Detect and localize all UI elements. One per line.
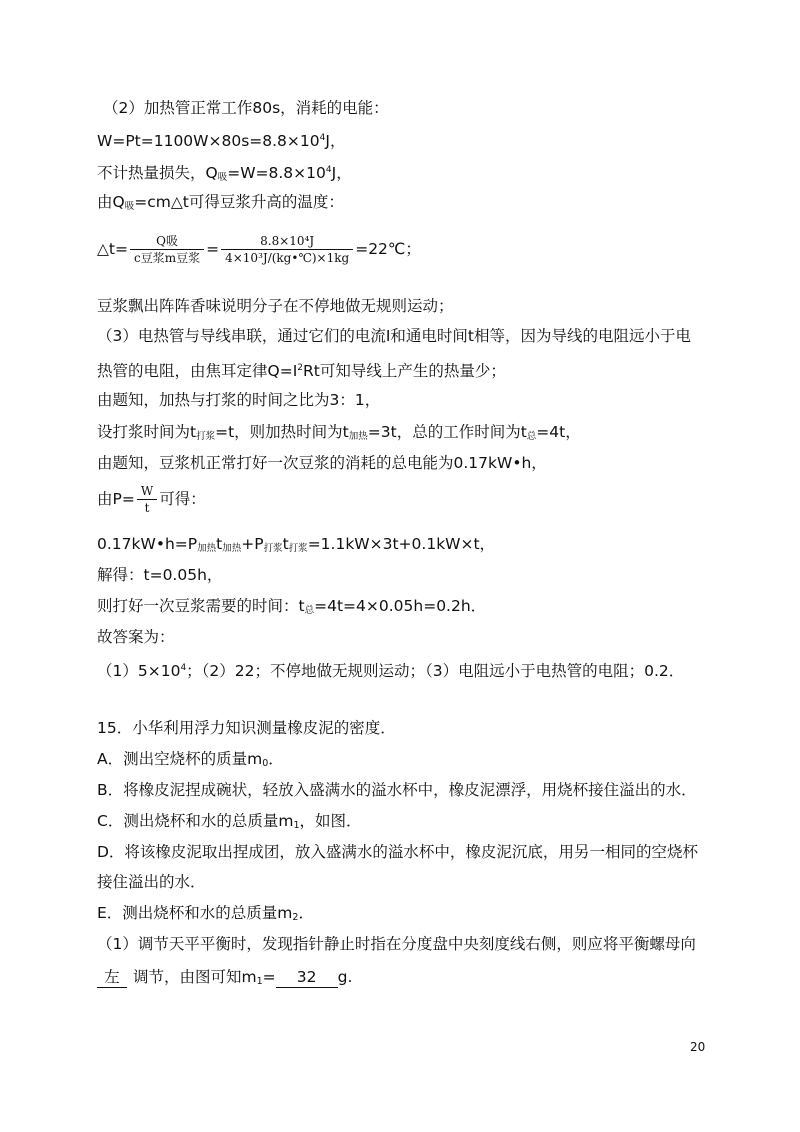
time-ratio-line: 由题知，加热与打浆的时间之比为3：1，: [97, 391, 381, 409]
total-energy-line: 由题知，豆浆机正常打好一次豆浆的消耗的总电能为0.17kW•h，: [97, 454, 547, 472]
time-definitions-line: 设打浆时间为$t_{打浆}=t$，则加热时间为$t_{加热}=3t$，总的工作时间为$t_总=4t$，: [97, 423, 581, 442]
solution-part2-heading: （2）加热管正常工作80s，消耗的电能：: [103, 99, 389, 117]
solution-part3-line2: 热管的电阻，由焦耳定律$Q=I^2Rt$可知导线上产生的热量少；: [97, 362, 506, 380]
temperature-rise-intro: 由$Q_吸=cm\triangle t$可得豆浆升高的温度：: [97, 193, 344, 212]
page-number: 20: [690, 1040, 706, 1054]
answer-line: $(1)5\times 10^4$；（2）22；不停地做无规则运动；（3）电阻远小于电热管的电阻；0.2．: [97, 662, 685, 680]
step-d-line2: 接住溢出的水．: [97, 873, 206, 891]
solution-part3-line1: （3）电热管与导线串联，通过它们的电流I和通电时间t相等，因为导线的电阻远小于电: [97, 327, 692, 345]
fraction-numeric: $\frac{\text{8.8×10⁴J}}{\text{4×10³J/(kg•℃)×1kg}}$: [221, 234, 353, 265]
fraction-q-over-cm: $\frac{\text{Q吸}}{\text{c豆浆m豆浆}}$: [130, 234, 204, 265]
step-b: B．将橡皮泥捏成碗状，轻放入盛满水的溢水杯中，橡皮泥漂浮，用烧杯接住溢出的水．: [97, 781, 697, 799]
answer-blank-mass: 32: [276, 967, 338, 988]
answer-heading: 故答案为：: [97, 628, 175, 646]
step-d-line1: D．将该橡皮泥取出捏成团，放入盛满水的溢水杯中，橡皮泥沉底，用另一相同的空烧杯: [97, 843, 698, 861]
energy-balance-equation: $0.17kW•h=P_{加热}t_{加热}+P_{打浆}t_{打浆}=1.1kW\times 3t+0.1kW\times t$，: [97, 535, 496, 554]
question-15-title: 15．小华利用浮力知识测量橡皮泥的密度．: [97, 719, 396, 737]
step-e: E．测出烧杯和水的总质量$m_2$．: [97, 904, 314, 923]
solve-line: 解得：t=0.05h，: [97, 566, 223, 584]
step-c: C．测出烧杯和水的总质量$m_1$，如图．: [97, 812, 362, 831]
answer-blank-direction: 左: [97, 967, 127, 988]
temperature-formula: △t= $\frac{\text{Q吸}}{\text{c豆浆m豆浆}}$ = $\frac{\text{8.8×10⁴J}}{\text{4×10³J/(kg•℃)×1kg}}$ =22℃；: [97, 234, 421, 265]
step-a: A．测出空烧杯的质量$m_0$．: [97, 750, 284, 769]
fraction-w-over-t: $\frac{W}{t}$: [137, 484, 157, 515]
sub-question-1-line2: 左 调节，由图可知$m_1= 32$ g.: [97, 967, 352, 992]
heat-absorbed-line: 不计热量损失，$Q_吸=W=8.8\times 10^4J$，: [97, 164, 352, 183]
energy-equation: $W=Pt=1100W\times 80s=8.8\times 10^4J$，: [97, 132, 346, 150]
total-time-line: 则打好一次豆浆需要的时间：$t_总=4t=4\times 0.05h=0.2h$．: [97, 597, 487, 616]
molecular-motion-line: 豆浆飘出阵阵香味说明分子在不停地做无规则运动；: [97, 297, 454, 315]
power-formula-line: 由P= $\frac{W}{t}$ 可得：: [97, 484, 206, 515]
sub-question-1-line1: （1）调节天平平衡时，发现指针静止时指在分度盘中央刻度线右侧，则应将平衡螺母向: [97, 935, 696, 953]
